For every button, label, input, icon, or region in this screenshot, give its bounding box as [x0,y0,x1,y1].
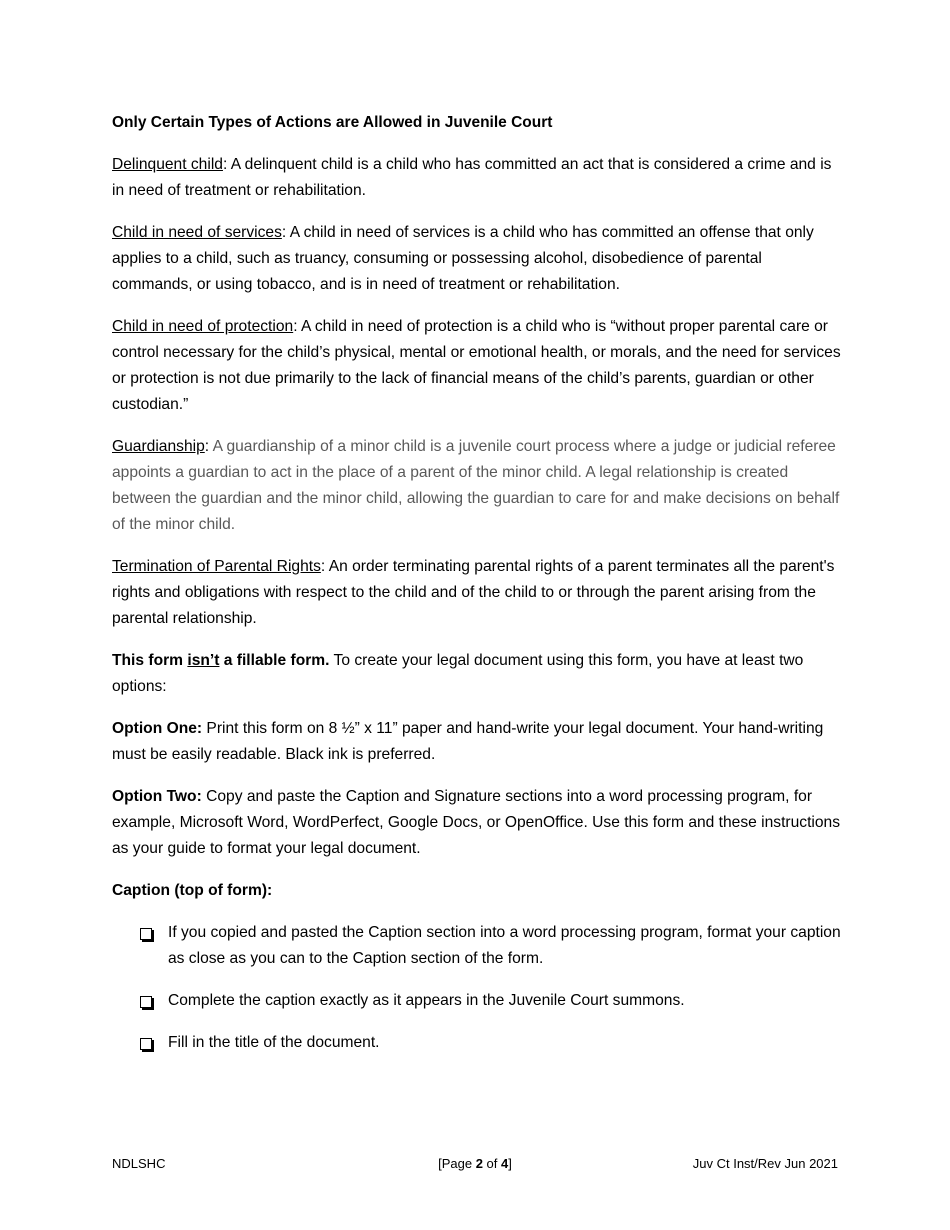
checkbox-icon [140,1038,152,1050]
total-pages: 4 [501,1156,509,1171]
notice-rest: To create your legal document using this form, you have at least two options: [112,652,804,695]
notice-bold-underlined: isn’t [187,652,220,669]
option-one [112,716,842,768]
definition-text: : A child in need of protection is a child who is “without proper parental care or control necessary for the child’s physical, mental or emotional health, or morals, and the need for services or protection is not due primarily to the lack of financial means of the child’s parents, guardian or other custodian.” [112,318,841,413]
page-mid: of [482,1156,502,1171]
definition-termination-of-parental-rights [112,554,842,632]
definition-delinquent-child [112,152,842,204]
definition-text: A guardianship of a minor child is a juvenile court process where a judge or judicial referee appoints a guardian to act in the place of a parent of the minor child. A legal relationship is created between the guardian and the minor child, allowing the guardian to care for and make decisions on behalf of the minor child. [112,438,840,533]
footer-organization: NDLSHC [112,1156,166,1171]
page-footer [112,1155,838,1173]
checkbox-icon [140,996,152,1008]
footer-revision: Juv Ct Inst/Rev Jun 2021 [692,1156,838,1171]
fillable-form-notice [112,648,842,700]
caption-checklist [112,920,842,1056]
checkbox-icon [140,928,152,940]
definition-text: : A child in need of services is a child who has committed an offense that only applies to a child, such as truancy, consuming or possessing alcohol, disobedience of parental commands, or using tobacco, and is in need of treatment or rehabilitation. [112,224,814,293]
option-label: Option Two: [112,788,202,805]
page-content [112,110,842,1072]
checklist-item-text: Fill in the title of the document. [168,1034,380,1051]
definition-text: : A delinquent child is a child who has committed an act that is considered a crime and is in need of treatment or rehabilitation. [112,156,832,199]
notice-bold-start: This form [112,652,188,669]
option-text: Print this form on 8 ½” x 11” paper and hand-write your legal document. Your hand-writing must be easily readable. Black ink is preferred. [112,720,824,763]
current-page: 2 [475,1156,483,1171]
definition-term: Child in need of services [112,224,282,241]
option-text: Copy and paste the Caption and Signature sections into a word processing program, for example, Microsoft Word, WordPerfect, Google Docs, or OpenOffice. Use this form and these instructions as your guide to format your legal document. [112,788,841,857]
definition-term: Termination of Parental Rights [112,558,321,575]
definition-text: : An order terminating parental rights of a parent terminates all the parent's rights and obligations with respect to the child and of the child to or through the parent arising from the parental relationship. [112,558,835,627]
definition-guardianship [112,434,842,538]
checklist-item-text: Complete the caption exactly as it appears in the Juvenile Court summons. [168,992,685,1009]
section-heading: Only Certain Types of Actions are Allowed in Juvenile Court [112,114,553,131]
definition-term: Delinquent child [112,156,223,173]
checklist-item [112,1030,842,1056]
checklist-item [112,988,842,1014]
page-prefix: [Page [438,1156,476,1171]
checklist-item [112,920,842,972]
option-label: Option One: [112,720,203,737]
definition-child-in-need-of-services [112,220,842,298]
definition-term: Guardianship [112,438,205,455]
notice-bold-end: a fillable form. [219,652,330,669]
checklist-item-text: If you copied and pasted the Caption section into a word processing program, format your caption as close as you can to the Caption section of the form. [168,924,841,967]
option-two [112,784,842,862]
page-suffix: ] [508,1156,512,1171]
definition-separator: : [204,438,210,455]
definition-child-in-need-of-protection [112,314,842,418]
definition-term: Child in need of protection [112,318,294,335]
caption-heading: Caption (top of form): [112,882,273,899]
